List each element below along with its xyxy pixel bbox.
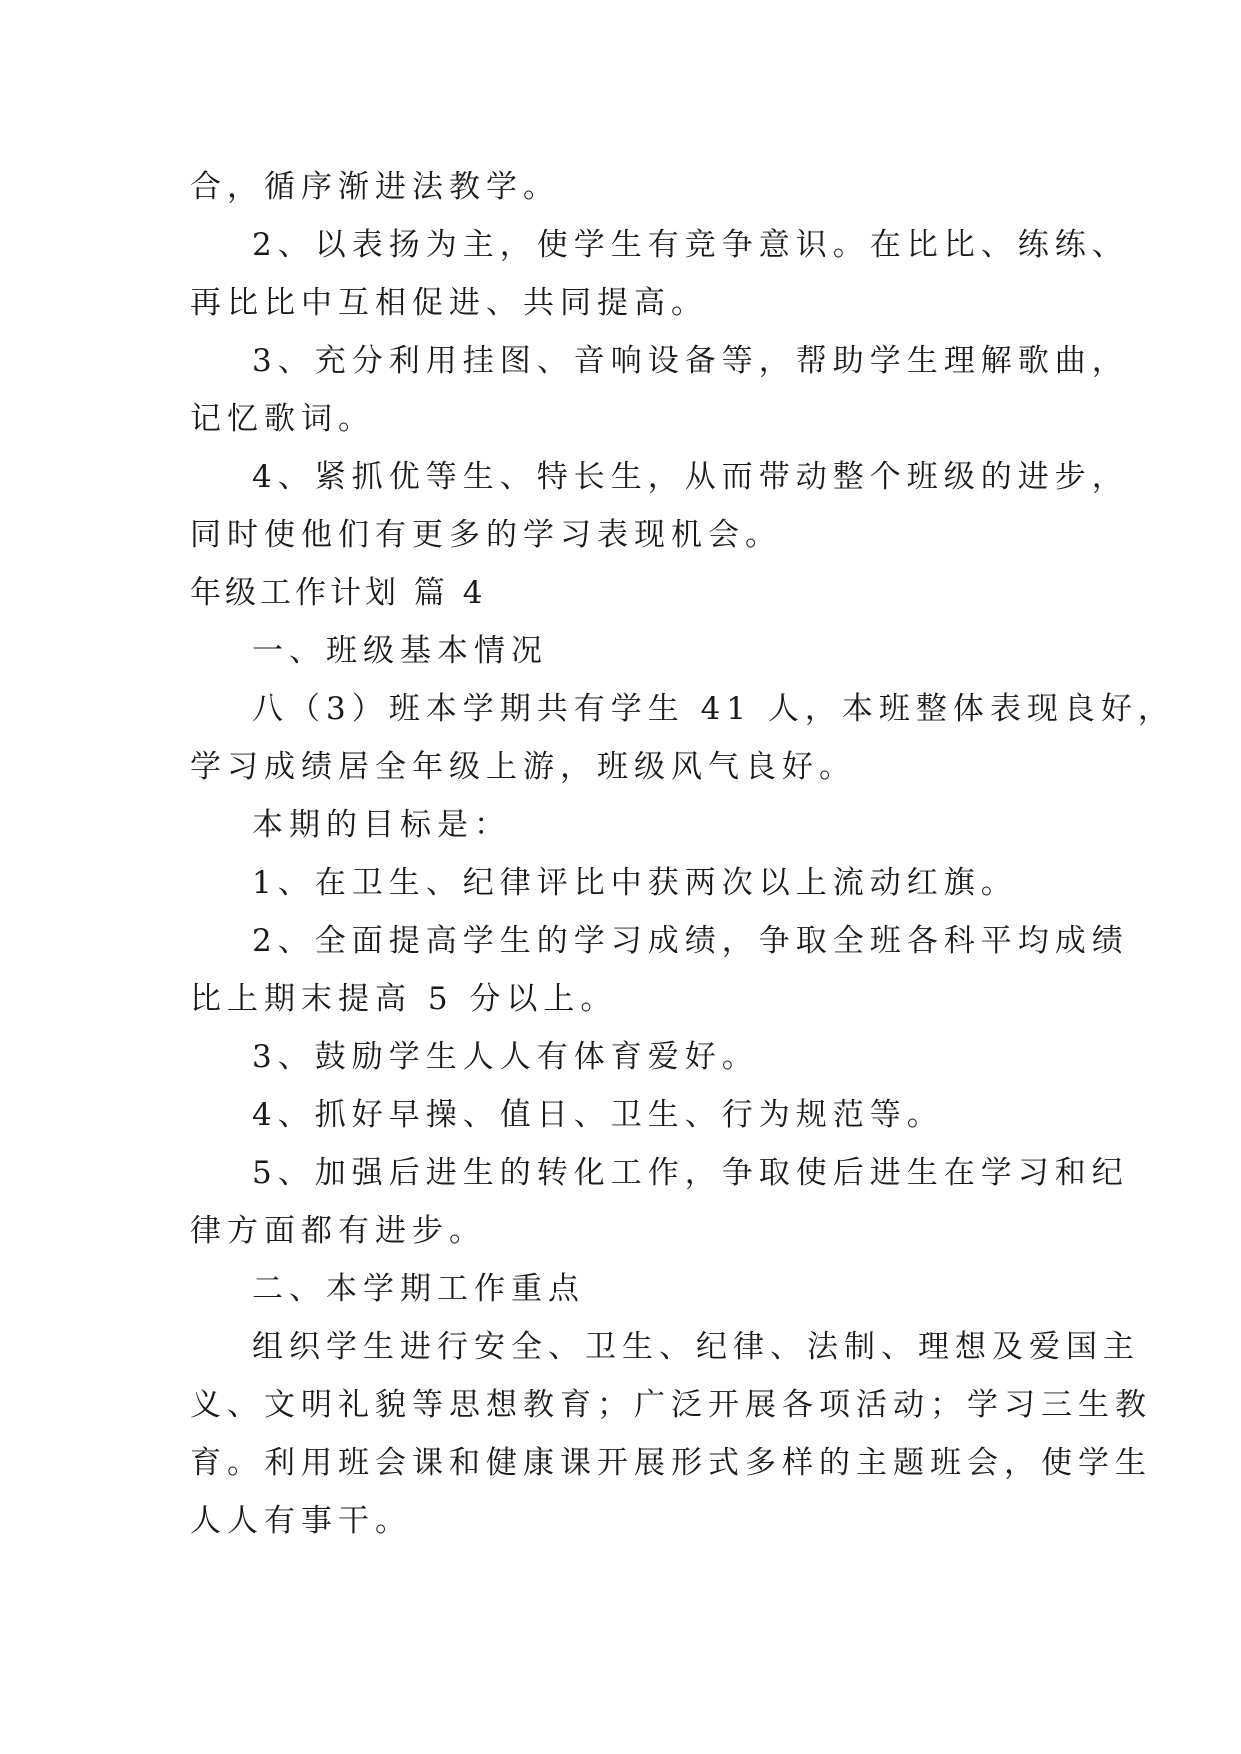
text-line: 4、紧抓优等生、特长生，从而带动整个班级的进步， [252, 459, 1129, 495]
text-line: 义、文明礼貌等思想教育；广泛开展各项活动；学习三生教 [190, 1387, 1152, 1423]
text-line: 2、以表扬为主，使学生有竞争意识。在比比、练练、 [252, 227, 1129, 263]
text-line: 记忆歌词。 [190, 401, 375, 437]
text-line: 1、在卫生、纪律评比中获两次以上流动红旗。 [252, 865, 1018, 901]
text-line: 3、鼓励学生人人有体育爱好。 [252, 1039, 759, 1075]
text-line: 学习成绩居全年级上游，班级风气良好。 [190, 749, 856, 785]
text-line: 4、抓好早操、值日、卫生、行为规范等。 [252, 1097, 944, 1133]
text-line: 八（3）班本学期共有学生 41 人，本班整体表现良好， [252, 691, 1175, 727]
text-line: 人人有事干。 [190, 1503, 412, 1539]
text-line: 本期的目标是： [252, 807, 511, 843]
text-line: 再比比中互相促进、共同提高。 [190, 285, 708, 321]
text-line: 2、全面提高学生的学习成绩，争取全班各科平均成绩 [252, 923, 1129, 959]
subsection-heading: 二、本学期工作重点 [252, 1271, 585, 1307]
text-line: 比上期末提高 5 分以上。 [190, 981, 618, 1017]
text-line: 同时使他们有更多的学习表现机会。 [190, 517, 782, 553]
text-line: 5、加强后进生的转化工作，争取使后进生在学习和纪 [252, 1155, 1129, 1191]
text-line: 育。利用班会课和健康课开展形式多样的主题班会，使学生 [190, 1445, 1152, 1481]
text-line: 合，循序渐进法教学。 [190, 169, 560, 205]
section-title: 年级工作计划 篇 4 [190, 575, 487, 611]
text-line: 律方面都有进步。 [190, 1213, 486, 1249]
subsection-heading: 一、班级基本情况 [252, 633, 548, 669]
document-body [190, 158, 1175, 1550]
text-line: 3、充分利用挂图、音响设备等，帮助学生理解歌曲， [252, 343, 1129, 379]
text-line: 组织学生进行安全、卫生、纪律、法制、理想及爱国主 [252, 1329, 1140, 1365]
